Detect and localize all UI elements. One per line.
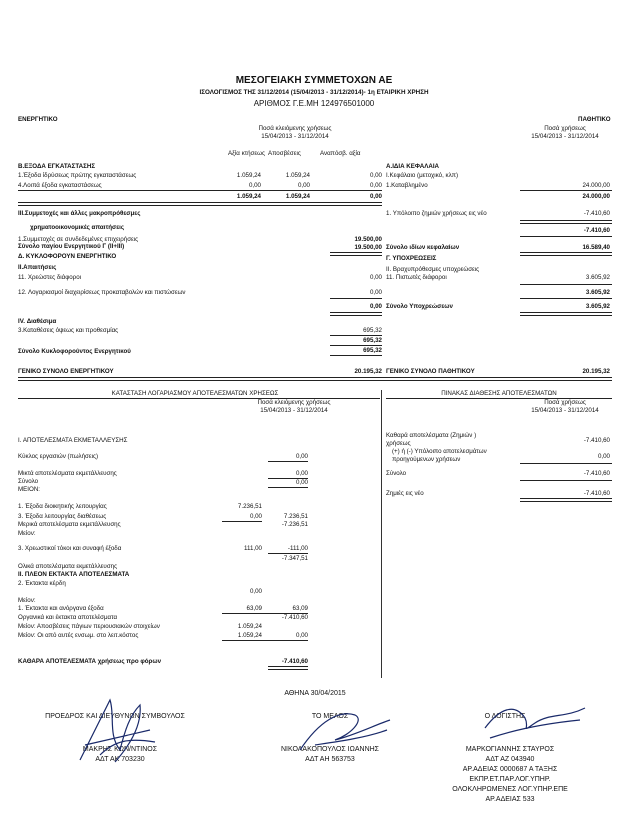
org-value: -7.410,60: [281, 614, 308, 621]
sig3-title: Ο ΛΟΓΙΣΤΗΣ: [484, 713, 526, 720]
d-total-label: Σύνολο Κυκλοφορούντος Ενεργητικού: [18, 348, 131, 355]
b1-acq: 1.059,24: [236, 172, 261, 179]
interest-label: 3. Χρεωστικοί τόκοι και συναφή έξοδα: [18, 545, 122, 552]
total-label: Σύνολο: [18, 478, 39, 485]
sig2-title: ΤΟ ΜΕΛΟΣ: [311, 713, 349, 720]
dist-net-label-2: χρήσεως: [386, 440, 411, 447]
d4-title: IV. Διαθέσιμα: [18, 318, 57, 325]
dep-label: Μείον: Αποσβέσεις πάγιων περιουσιακών στοιχείων: [18, 623, 160, 630]
sig1-name: ΜΑΚΡΗΣ ΚΩΝ/ΝΤΙΝΟΣ: [82, 746, 158, 753]
liab-grand-value: 20.195,32: [582, 368, 610, 375]
extra-exp-label: 1. Έκτακτα και ανόργανα έξοδα: [18, 605, 104, 612]
gross-value: 0,00: [295, 470, 308, 477]
signature-2: [295, 700, 395, 760]
admin-a: 7.236,51: [237, 503, 262, 510]
pl-s2-title: ΙΙ. ΠΛΕΟΝ ΕΚΤΑΚΤΑ ΑΠΟΤΕΛΕΣΜΑΤΑ: [18, 571, 130, 578]
d-total-value: 695,32: [363, 347, 382, 354]
b-total-dep: 1.059,24: [285, 193, 310, 200]
less-label: Μείον:: [18, 530, 36, 537]
loss-carried-label: 1. Υπόλοιπο ζημιών χρήσεως εις νέο: [386, 210, 487, 217]
assets-grand-value: 20.195,32: [354, 368, 382, 375]
c3-label: ΙΙΙ.Συμμετοχές και άλλες μακροπρόθεσμες: [18, 210, 141, 217]
assets-period-label: Ποσά κλειόμενης χρήσεως: [258, 125, 332, 132]
loss-carried-value: -7.410,60: [583, 210, 610, 217]
turnover-value: 0,00: [295, 453, 308, 460]
col-depreciation: Αποσβέσεις: [268, 150, 301, 157]
less2-label: Μείον:: [18, 597, 36, 604]
sig3-name: ΜΑΡΚΟΓΙΑΝΝΗΣ ΣΤΑΥΡΟΣ: [465, 746, 555, 753]
sig3-firm-license: ΑΡ.ΑΔΕΙΑΣ 533: [485, 796, 535, 803]
sales-a: 0,00: [249, 513, 262, 520]
dist-period-label: Ποσά χρήσεως: [544, 399, 586, 406]
g-total-label: Σύνολο Υποχρεώσεων: [386, 303, 453, 310]
a1-1-label: 1.Καταβλημένο: [386, 182, 428, 189]
pl-title: ΚΑΤΑΣΤΑΣΗ ΛΟΓΑΡΙΑΣΜΟΥ ΑΠΟΤΕΛΕΣΜΑΤΩΝ ΧΡΗΣΕΩΣ: [111, 390, 279, 397]
interest-a: 111,00: [243, 545, 262, 552]
c-total-value: 19.500,00: [354, 244, 382, 251]
sales-b: 7.236,51: [283, 513, 308, 520]
d4-total: 695,32: [363, 337, 382, 344]
sales-label: 3. Έξοδα λειτουργίας διαθέσεως: [18, 513, 107, 520]
gross-label: Μικτά αποτελέσματα εκμετάλλευσης: [18, 470, 117, 477]
d2-total: 0,00: [369, 303, 382, 310]
signature-1: [70, 690, 160, 770]
extra-exp-a: 63,09: [246, 605, 262, 612]
b4-dep: 0,00: [297, 182, 310, 189]
b-title: Β.ΕΞΟΔΑ ΕΓΚΑΤΑΣΤΑΣΗΣ: [18, 163, 96, 170]
liab-grand-label: ΓΕΝΙΚΟ ΣΥΝΟΛΟ ΠΑΘΗΤΙΚΟΥ: [386, 368, 475, 375]
col-acquisition: Αξία κτήσεως: [228, 150, 265, 157]
g2-11-label: 11. Πιστωτές διάφοροι: [386, 274, 447, 281]
d2-12-label: 12. Λογαριασμοί διαχειρίσεως προκαταβολών και πιστώσεων: [18, 289, 186, 296]
a1-title: Ι.Κεφάλαιο (μετοχικό, κλπ): [386, 172, 459, 179]
balance-sheet-subtitle: ΙΣΟΛΟΓΙΣΜΟΣ ΤΗΣ 31/12/2014 (15/04/2013 - 31/12/2014)- 1η ΕΤΑΙΡΙΚΗ ΧΡΗΣΗ: [199, 89, 429, 96]
sig1-id: ΑΔΤ ΑΚ 703230: [95, 756, 145, 763]
g-total-value: 3.605,92: [585, 303, 610, 310]
d4-3-value: 695,32: [363, 327, 382, 334]
dist-loss-value: -7.410,60: [583, 490, 610, 497]
liab-period-dates: 15/04/2013 - 31/12/2014: [531, 133, 599, 140]
b4-net: 0,00: [369, 182, 382, 189]
op-value: -7.347,51: [281, 555, 308, 562]
b4-label: 4.Λοιπά έξοδα εγκαταστάσεως: [18, 182, 102, 189]
b4-acq: 0,00: [248, 182, 261, 189]
a1-total: 24.000,00: [582, 193, 610, 200]
sig2-id: ΑΔΤ ΑΗ 563753: [305, 756, 355, 763]
d2-11-value: 0,00: [369, 274, 382, 281]
c3-1-value: 19.500,00: [354, 236, 382, 243]
c3-1-label: 1.Συμμετοχές σε συνδεδεμένες επιχειρήσεις: [18, 236, 139, 243]
d2-12-value: 0,00: [369, 289, 382, 296]
net-result-label: ΚΑΘΑΡΑ ΑΠΟΤΕΛΕΣΜΑΤΑ χρήσεως προ φόρων: [18, 658, 162, 665]
partial-label: Μερικά αποτελέσματα εκμετάλλευσης: [18, 521, 121, 528]
g2-total: 3.605,92: [585, 289, 610, 296]
extra-exp-b: 63,09: [292, 605, 308, 612]
assets-grand-label: ΓΕΝΙΚΟ ΣΥΝΟΛΟ ΕΝΕΡΓΗΤΙΚΟΥ: [18, 368, 114, 375]
dist-loss-label: Ζημιές εις νέο: [386, 490, 424, 497]
place-date: ΑΘΗΝΑ 30/04/2015: [284, 690, 346, 697]
dist-period-dates: 15/04/2013 - 31/12/2014: [531, 407, 599, 414]
b1-label: 1.Έξοδα ίδρύσεως πρώτης εγκαταστάσεως: [18, 172, 137, 179]
d2-title: ΙΙ.Απαιτήσεις: [18, 264, 57, 271]
pl-s1-title: Ι. ΑΠΟΤΕΛΕΣΜΑΤΑ ΕΚΜΕΤΑΛΛΕΥΣΗΣ: [18, 437, 128, 444]
c3-label2: χρηματοοικονομικές απαιτήσεις: [30, 224, 125, 231]
b-total-acq: 1.059,24: [236, 193, 261, 200]
dep-in-a: 1.059,24: [237, 632, 262, 639]
d2-11-label: 11. Χρεώστες διάφοροι: [18, 274, 82, 281]
liab-period-label: Ποσά χρήσεως: [544, 125, 586, 132]
assets-title: ΕΝΕΡΓΗΤΙΚΟ: [18, 116, 58, 123]
pl-period-dates: 15/04/2013 - 31/12/2014: [260, 407, 328, 414]
net-result-value: -7.410,60: [281, 658, 308, 665]
g2-11-value: 3.605,92: [585, 274, 610, 281]
a1-1-value: 24.000,00: [582, 182, 610, 189]
dist-total-label: Σύνολο: [386, 470, 407, 477]
dist-net-label-1: Καθαρά αποτελέσματα (Ζημιών ): [386, 432, 477, 439]
sig3-firm2: ΟΛΟΚΛΗΡΩΜΕΝΕΣ ΛΟΓ.ΥΠΗΡ.ΕΠΕ: [452, 786, 568, 793]
dist-prev-value: 0,00: [597, 453, 610, 460]
admin-label: 1. Έξοδα διοικητικής λειτουργίας: [18, 503, 107, 510]
dep-in-label: Μείον: Οι από αυτές ενσωμ. στο λειτ.κόστος: [18, 632, 139, 639]
turnover-label: Κύκλος εργασιών (πωλήσεις): [18, 453, 99, 460]
g-title: Γ. ΥΠΟΧΡΕΩΣΕΙΣ: [386, 255, 437, 262]
sig1-title: ΠΡΟΕΔΡΟΣ ΚΑΙ ΔΙΕΥΘΥΝΩΝ ΣΥΜΒΟΥΛΟΣ: [45, 713, 185, 720]
signature-3: [480, 698, 590, 748]
dep-in-b: 0,00: [295, 632, 308, 639]
extra-income-a: 0,00: [249, 588, 262, 595]
loss-carried-total: -7.410,60: [583, 227, 610, 234]
b1-dep: 1.059,24: [285, 172, 310, 179]
dep-a: 1.059,24: [237, 623, 262, 630]
company-name: ΜΕΣΟΓΕΙΑΚΗ ΣΥΜΜΕΤΟΧΩΝ ΑΕ: [235, 75, 393, 86]
b1-net: 0,00: [369, 172, 382, 179]
equity-total-label: Σύνολο ιδίων κεφαλαίων: [386, 244, 460, 251]
op-label: Ολικά αποτελέσματα εκμετάλλευσης: [18, 563, 118, 570]
liabilities-title: ΠΑΘΗΤΙΚΟ: [578, 116, 611, 123]
org-label: Οργανικά και έκτακτα αποτελέσματα: [18, 614, 118, 621]
sig3-firm: ΕΚΠΡ.ΕΤ.ΠΑΡ.ΛΟΓ.ΥΠΗΡ.: [469, 776, 551, 783]
minus-label: ΜΕΙΟΝ:: [18, 486, 41, 493]
d-title: Δ. ΚΥΚΛΟΦΟΡΟΥΝ ΕΝΕΡΓΗΤΙΚΟ: [18, 253, 117, 260]
interest-b: -111,00: [287, 545, 308, 552]
gemi-number: ΑΡΙΘΜΟΣ Γ.Ε.ΜΗ 124976501000: [253, 99, 375, 108]
b-total-net: 0,00: [369, 193, 382, 200]
d4-3-label: 3.Καταθέσεις όψεως και προθεσμίας: [18, 327, 119, 334]
dist-prev-label-1: (+) ή (-) Υπόλοιπο αποτελεσμάτων: [392, 448, 487, 455]
dist-net-value: -7.410,60: [583, 437, 610, 444]
col-net: Αναπόσβ. αξία: [320, 150, 361, 157]
assets-period-dates: 15/04/2013 - 31/12/2014: [261, 133, 329, 140]
total-value: 0,00: [295, 479, 308, 486]
sig2-name: ΝΙΚΟΛΑΚΟΠΟΥΛΟΣ ΙΩΑΝΝΗΣ: [280, 746, 380, 753]
dist-prev-label-2: προηγούμενων χρήσεων: [392, 456, 461, 463]
equity-total-value: 16.589,40: [582, 244, 610, 251]
sig3-license: ΑΡ.ΑΔΕΙΑΣ 0000687 Α ΤΑΞΗΣ: [462, 766, 558, 773]
g2-title: ΙΙ. Βραχυπρόθεσμες υποχρεώσεις: [386, 266, 480, 273]
extra-income-label: 2. Έκτακτα κέρδη: [18, 580, 66, 587]
dist-total-value: -7.410,60: [583, 470, 610, 477]
pl-period-label: Ποσά κλειόμενης χρήσεως: [257, 399, 331, 406]
sig3-adt: ΑΔΤ ΑΖ 043940: [485, 756, 535, 763]
dist-title: ΠΙΝΑΚΑΣ ΔΙΑΘΕΣΗΣ ΑΠΟΤΕΛΕΣΜΑΤΩΝ: [441, 390, 557, 397]
sales-c: -7.236,51: [281, 521, 308, 528]
a-title: Α.ΙΔΙΑ ΚΕΦΑΛΑΙΑ: [386, 163, 440, 170]
c-total-label: Σύνολο παγίου Ενεργητικού Γ (ΙΙ+ΙΙΙ): [18, 243, 125, 250]
